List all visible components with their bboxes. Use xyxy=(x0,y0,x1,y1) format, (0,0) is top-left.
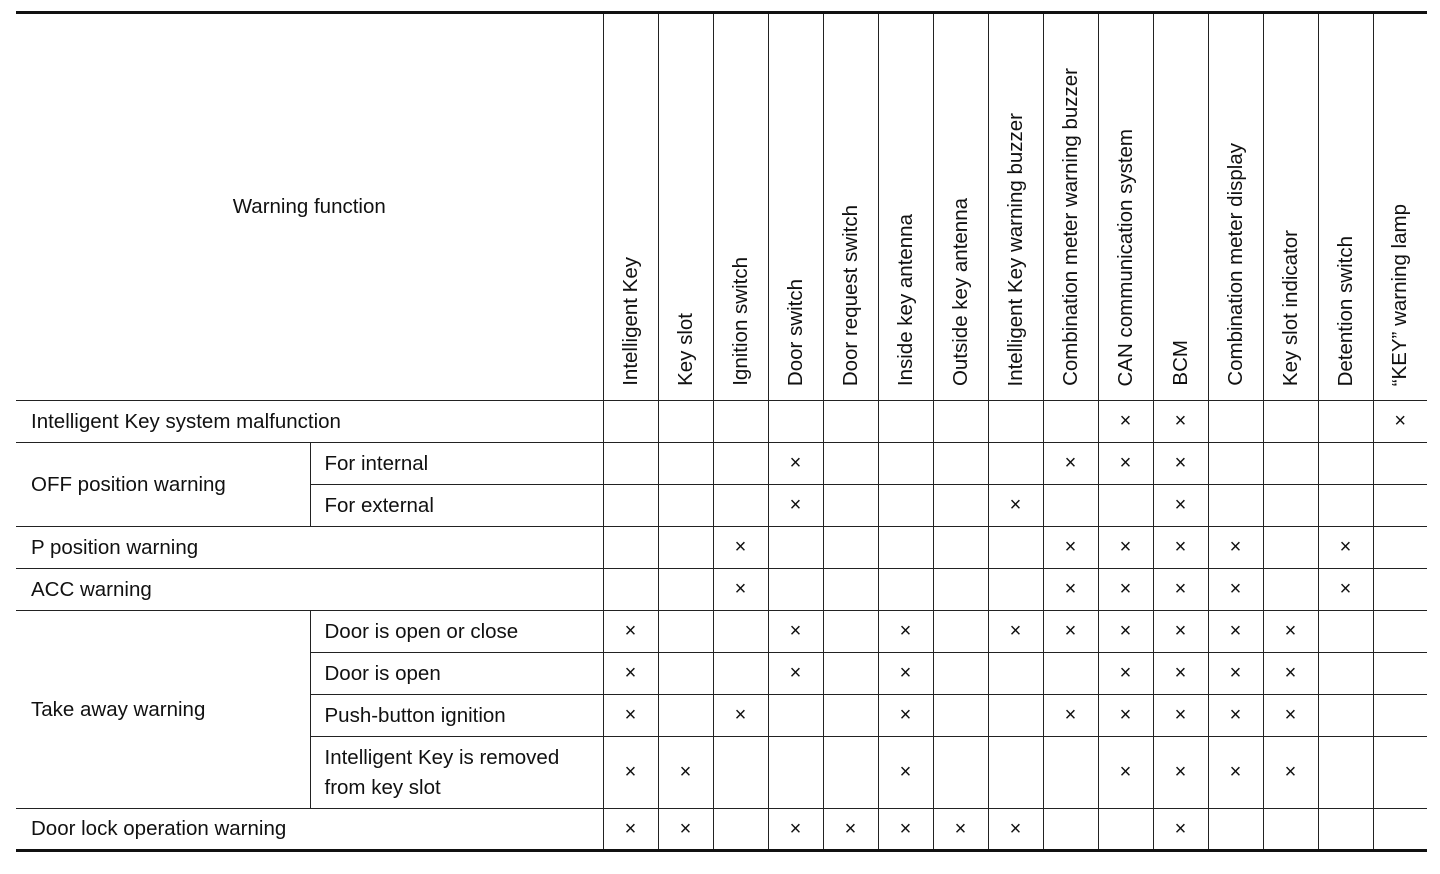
warning-function-label: Intelligent Key system malfunction xyxy=(16,401,603,443)
applicable-mark-cell: × xyxy=(768,611,823,653)
applicable-mark-cell: × xyxy=(1373,401,1427,443)
table-row xyxy=(16,809,1427,851)
empty-cell xyxy=(933,653,988,695)
applicable-mark-cell: × xyxy=(1153,737,1208,809)
empty-cell xyxy=(658,695,713,737)
applicable-mark-cell: × xyxy=(1263,737,1318,809)
applicable-mark-cell: × xyxy=(1208,653,1263,695)
empty-cell xyxy=(1373,485,1427,527)
applicable-mark-cell: × xyxy=(1098,443,1153,485)
empty-cell xyxy=(713,485,768,527)
warning-function-label: Take away warning xyxy=(16,611,310,809)
column-header xyxy=(1373,13,1427,401)
empty-cell xyxy=(1208,485,1263,527)
empty-cell xyxy=(1318,485,1373,527)
empty-cell xyxy=(1098,809,1153,851)
applicable-mark-cell: × xyxy=(988,611,1043,653)
warning-function-table xyxy=(16,11,1427,852)
applicable-mark-cell: × xyxy=(658,809,713,851)
column-header-label: Door request switch xyxy=(838,204,862,386)
applicable-mark-cell: × xyxy=(1153,569,1208,611)
empty-cell xyxy=(1208,809,1263,851)
empty-cell xyxy=(988,527,1043,569)
column-header-label: Key slot xyxy=(673,313,697,386)
empty-cell xyxy=(823,611,878,653)
applicable-mark-cell: × xyxy=(1153,527,1208,569)
column-header-label: Key slot indicator xyxy=(1278,229,1302,386)
empty-cell xyxy=(823,485,878,527)
column-header xyxy=(768,13,823,401)
applicable-mark-cell: × xyxy=(1043,527,1098,569)
column-header-label: CAN communication system xyxy=(1113,128,1137,386)
column-header-label: Outside key antenna xyxy=(948,197,972,386)
empty-cell xyxy=(1098,485,1153,527)
empty-cell xyxy=(988,695,1043,737)
column-header xyxy=(1153,13,1208,401)
empty-cell xyxy=(768,569,823,611)
applicable-mark-cell: × xyxy=(1153,809,1208,851)
applicable-mark-cell: × xyxy=(1043,611,1098,653)
applicable-mark-cell: × xyxy=(603,611,658,653)
empty-cell xyxy=(1263,527,1318,569)
empty-cell xyxy=(768,527,823,569)
applicable-mark-cell: × xyxy=(1098,695,1153,737)
empty-cell xyxy=(1373,809,1427,851)
empty-cell xyxy=(1263,401,1318,443)
applicable-mark-cell: × xyxy=(768,485,823,527)
applicable-mark-cell: × xyxy=(713,527,768,569)
empty-cell xyxy=(658,653,713,695)
empty-cell xyxy=(1318,695,1373,737)
applicable-mark-cell: × xyxy=(988,809,1043,851)
empty-cell xyxy=(1043,809,1098,851)
empty-cell xyxy=(933,611,988,653)
column-header xyxy=(658,13,713,401)
empty-cell xyxy=(1373,611,1427,653)
warning-condition-label: Door is open xyxy=(310,653,603,695)
applicable-mark-cell: × xyxy=(1098,653,1153,695)
applicable-mark-cell: × xyxy=(988,485,1043,527)
applicable-mark-cell: × xyxy=(1043,695,1098,737)
applicable-mark-cell: × xyxy=(1208,527,1263,569)
empty-cell xyxy=(1263,485,1318,527)
empty-cell xyxy=(658,527,713,569)
applicable-mark-cell: × xyxy=(1318,527,1373,569)
applicable-mark-cell: × xyxy=(1263,653,1318,695)
applicable-mark-cell: × xyxy=(1153,401,1208,443)
column-header-label: Intelligent Key xyxy=(618,257,642,386)
empty-cell xyxy=(768,695,823,737)
empty-cell xyxy=(713,401,768,443)
warning-condition-label: Intelligent Key is removed from key slot xyxy=(310,737,603,809)
applicable-mark-cell: × xyxy=(1208,569,1263,611)
applicable-mark-cell: × xyxy=(713,569,768,611)
applicable-mark-cell: × xyxy=(878,611,933,653)
empty-cell xyxy=(823,401,878,443)
empty-cell xyxy=(1318,809,1373,851)
empty-cell xyxy=(878,527,933,569)
column-header xyxy=(1098,13,1153,401)
empty-cell xyxy=(988,653,1043,695)
empty-cell xyxy=(1043,737,1098,809)
applicable-mark-cell: × xyxy=(1098,401,1153,443)
empty-cell xyxy=(933,737,988,809)
applicable-mark-cell: × xyxy=(1263,611,1318,653)
empty-cell xyxy=(603,527,658,569)
warning-function-label: OFF position warning xyxy=(16,443,310,527)
empty-cell xyxy=(713,809,768,851)
empty-cell xyxy=(713,611,768,653)
empty-cell xyxy=(768,401,823,443)
empty-cell xyxy=(933,695,988,737)
applicable-mark-cell: × xyxy=(1098,569,1153,611)
applicable-mark-cell: × xyxy=(1098,611,1153,653)
empty-cell xyxy=(1373,569,1427,611)
empty-cell xyxy=(1373,527,1427,569)
empty-cell xyxy=(988,401,1043,443)
empty-cell xyxy=(823,737,878,809)
column-header xyxy=(1263,13,1318,401)
column-header xyxy=(1318,13,1373,401)
empty-cell xyxy=(713,443,768,485)
table-row xyxy=(16,527,1427,569)
empty-cell xyxy=(768,737,823,809)
empty-cell xyxy=(1208,443,1263,485)
applicable-mark-cell: × xyxy=(1098,527,1153,569)
applicable-mark-cell: × xyxy=(1153,485,1208,527)
column-header xyxy=(988,13,1043,401)
empty-cell xyxy=(933,569,988,611)
column-header-label: Combination meter display xyxy=(1223,143,1247,386)
empty-cell xyxy=(988,569,1043,611)
column-header-label: Intelligent Key warning buzzer xyxy=(1003,112,1027,386)
empty-cell xyxy=(1263,569,1318,611)
empty-cell xyxy=(658,443,713,485)
empty-cell xyxy=(1373,653,1427,695)
empty-cell xyxy=(878,443,933,485)
table-row xyxy=(16,401,1427,443)
column-header xyxy=(1208,13,1263,401)
empty-cell xyxy=(988,443,1043,485)
empty-cell xyxy=(988,737,1043,809)
empty-cell xyxy=(1043,653,1098,695)
warning-condition-label: Door is open or close xyxy=(310,611,603,653)
empty-cell xyxy=(1318,737,1373,809)
column-header-label: Detention switch xyxy=(1333,235,1357,386)
empty-cell xyxy=(658,611,713,653)
applicable-mark-cell: × xyxy=(878,737,933,809)
empty-cell xyxy=(823,569,878,611)
empty-cell xyxy=(823,653,878,695)
applicable-mark-cell: × xyxy=(603,695,658,737)
applicable-mark-cell: × xyxy=(1043,569,1098,611)
empty-cell xyxy=(878,569,933,611)
empty-cell xyxy=(1043,401,1098,443)
empty-cell xyxy=(603,401,658,443)
applicable-mark-cell: × xyxy=(1153,695,1208,737)
empty-cell xyxy=(713,737,768,809)
warning-condition-label: Push-button ignition xyxy=(310,695,603,737)
applicable-mark-cell: × xyxy=(1098,737,1153,809)
empty-cell xyxy=(658,401,713,443)
applicable-mark-cell: × xyxy=(1263,695,1318,737)
warning-function-label: ACC warning xyxy=(16,569,603,611)
column-header xyxy=(603,13,658,401)
applicable-mark-cell: × xyxy=(603,653,658,695)
table-row xyxy=(16,569,1427,611)
empty-cell xyxy=(603,485,658,527)
column-header-label: Door switch xyxy=(783,278,807,386)
applicable-mark-cell: × xyxy=(713,695,768,737)
applicable-mark-cell: × xyxy=(603,809,658,851)
empty-cell xyxy=(603,569,658,611)
applicable-mark-cell: × xyxy=(1208,695,1263,737)
applicable-mark-cell: × xyxy=(933,809,988,851)
header-row xyxy=(16,13,1427,401)
column-header-label: Inside key antenna xyxy=(893,213,917,386)
empty-cell xyxy=(823,443,878,485)
empty-cell xyxy=(1318,443,1373,485)
empty-cell xyxy=(1263,809,1318,851)
applicable-mark-cell: × xyxy=(768,809,823,851)
applicable-mark-cell: × xyxy=(1153,611,1208,653)
applicable-mark-cell: × xyxy=(878,653,933,695)
empty-cell xyxy=(1318,653,1373,695)
empty-cell xyxy=(1208,401,1263,443)
empty-cell xyxy=(1318,401,1373,443)
empty-cell xyxy=(878,401,933,443)
column-header xyxy=(933,13,988,401)
column-header-label: BCM xyxy=(1168,340,1192,386)
applicable-mark-cell: × xyxy=(1153,443,1208,485)
column-header-label: “KEY” warning lamp xyxy=(1388,203,1412,386)
empty-cell xyxy=(933,485,988,527)
empty-cell xyxy=(878,485,933,527)
applicable-mark-cell: × xyxy=(823,809,878,851)
empty-cell xyxy=(823,527,878,569)
empty-cell xyxy=(1043,485,1098,527)
empty-cell xyxy=(1373,443,1427,485)
empty-cell xyxy=(658,485,713,527)
applicable-mark-cell: × xyxy=(1208,611,1263,653)
applicable-mark-cell: × xyxy=(878,809,933,851)
table-row xyxy=(16,611,1427,653)
applicable-mark-cell: × xyxy=(658,737,713,809)
column-header xyxy=(713,13,768,401)
warning-function-label: P position warning xyxy=(16,527,603,569)
applicable-mark-cell: × xyxy=(1043,443,1098,485)
empty-cell xyxy=(823,695,878,737)
column-header xyxy=(1043,13,1098,401)
column-header xyxy=(823,13,878,401)
column-header-label: Ignition switch xyxy=(728,257,752,386)
warning-condition-label: For external xyxy=(310,485,603,527)
applicable-mark-cell: × xyxy=(768,653,823,695)
warning-condition-label: For internal xyxy=(310,443,603,485)
empty-cell xyxy=(1373,737,1427,809)
applicable-mark-cell: × xyxy=(1153,653,1208,695)
empty-cell xyxy=(713,653,768,695)
warning-function-table-container xyxy=(16,11,1422,852)
applicable-mark-cell: × xyxy=(768,443,823,485)
empty-cell xyxy=(603,443,658,485)
column-header xyxy=(878,13,933,401)
empty-cell xyxy=(658,569,713,611)
applicable-mark-cell: × xyxy=(603,737,658,809)
empty-cell xyxy=(1373,695,1427,737)
empty-cell xyxy=(1263,443,1318,485)
applicable-mark-cell: × xyxy=(878,695,933,737)
empty-cell xyxy=(933,527,988,569)
table-body xyxy=(16,401,1427,851)
warning-function-label: Door lock operation warning xyxy=(16,809,603,851)
empty-cell xyxy=(933,401,988,443)
warning-function-header: Warning function xyxy=(16,13,603,401)
applicable-mark-cell: × xyxy=(1318,569,1373,611)
table-row xyxy=(16,443,1427,485)
empty-cell xyxy=(933,443,988,485)
applicable-mark-cell: × xyxy=(1208,737,1263,809)
column-header-label: Combination meter warning buzzer xyxy=(1058,68,1082,386)
empty-cell xyxy=(1318,611,1373,653)
